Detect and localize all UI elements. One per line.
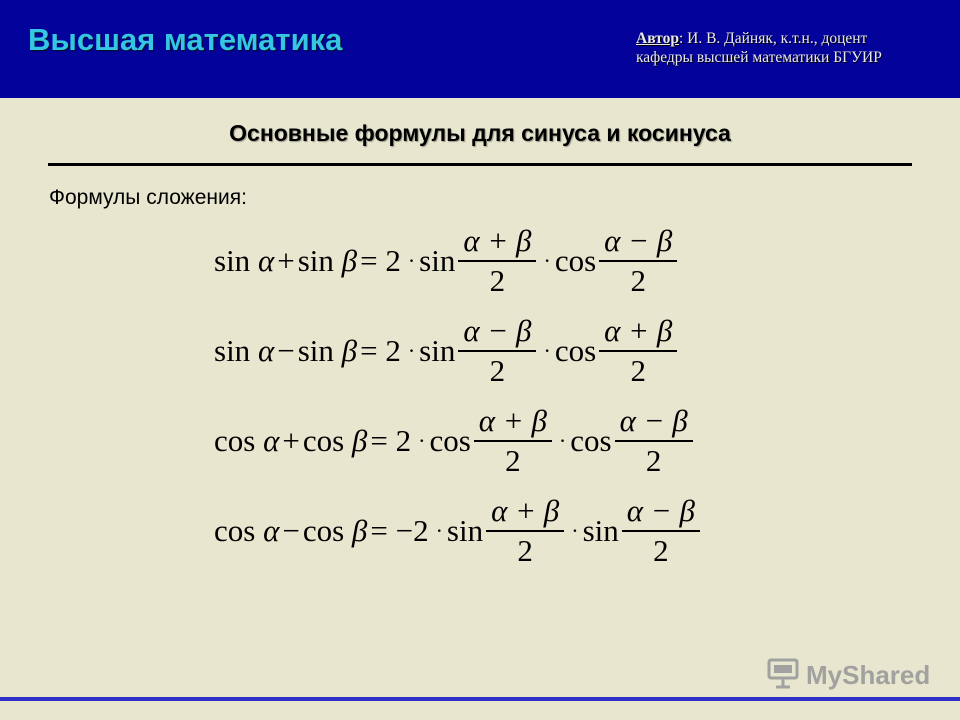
denominator: 2 <box>505 443 521 478</box>
denominator: 2 <box>489 353 506 388</box>
denominator: 2 <box>653 533 669 568</box>
multiply-dot: · <box>407 248 416 273</box>
author-line-2: кафедры высшей математики БГУИР <box>636 49 882 66</box>
function-name: sin <box>297 333 334 368</box>
function-name: sin <box>446 513 484 548</box>
fraction <box>622 492 700 570</box>
function-name: sin <box>214 243 251 278</box>
function-name: cos <box>554 333 597 368</box>
header-bar <box>0 0 960 98</box>
denominator: 2 <box>517 533 533 568</box>
variable-beta: β <box>341 333 358 368</box>
function-name: sin <box>582 513 619 548</box>
multiply-dot: · <box>543 338 551 363</box>
numerator: α − β <box>463 313 532 348</box>
denominator: 2 <box>630 263 646 298</box>
numerator: α − β <box>626 493 695 528</box>
formula-row <box>214 492 703 570</box>
multiply-dot: · <box>418 428 426 453</box>
bottom-divider <box>0 697 960 701</box>
function-name: cos <box>570 423 612 458</box>
operator: − <box>282 513 300 548</box>
operator: − <box>277 333 295 368</box>
course-title: Высшая математика <box>28 22 343 57</box>
function-name: cos <box>429 423 471 458</box>
author-label: Автор <box>636 30 679 47</box>
denominator: 2 <box>630 353 646 388</box>
numerator: α + β <box>463 223 532 258</box>
fraction <box>615 402 693 480</box>
formula-row <box>214 222 680 300</box>
function-name: sin <box>297 243 334 278</box>
fraction <box>486 492 564 570</box>
title-divider <box>48 163 912 166</box>
projector-screen-icon <box>766 656 800 695</box>
denominator: 2 <box>489 263 506 298</box>
function-name: cos <box>554 243 597 278</box>
function-name: sin <box>419 243 456 278</box>
formula-row <box>214 402 696 480</box>
numerator: α − β <box>619 403 688 438</box>
variable-beta: β <box>351 513 368 548</box>
fraction <box>599 312 677 390</box>
numerator: α + β <box>604 313 673 348</box>
author-details: : И. В. Дайняк, к.т.н., доцент <box>678 30 868 47</box>
myshared-watermark <box>766 656 930 695</box>
operator: + <box>282 423 300 458</box>
watermark-text: MyShared <box>806 660 931 690</box>
denominator: 2 <box>645 443 662 478</box>
variable-beta: β <box>341 243 358 278</box>
fraction <box>599 222 677 300</box>
equals-coefficient: = 2 <box>370 423 412 458</box>
slide-title: Основные формулы для синуса и косинуса <box>229 120 731 146</box>
fraction <box>458 222 536 300</box>
variable-alpha: α <box>263 513 280 548</box>
multiply-dot: · <box>543 248 551 273</box>
formula-row <box>214 312 680 390</box>
function-name: cos <box>302 423 345 458</box>
author-info <box>636 29 882 67</box>
fraction <box>458 312 536 390</box>
fraction <box>474 402 552 480</box>
multiply-dot: · <box>558 428 567 453</box>
variable-beta: β <box>351 423 368 458</box>
numerator: α + β <box>478 403 547 438</box>
function-name: cos <box>214 513 256 548</box>
function-name: cos <box>302 513 345 548</box>
multiply-dot: · <box>571 518 579 543</box>
multiply-dot: · <box>435 518 443 543</box>
variable-alpha: α <box>257 333 275 368</box>
operator: + <box>277 243 295 278</box>
author-line-1 <box>636 29 882 48</box>
function-name: sin <box>419 333 456 368</box>
function-name: cos <box>214 423 256 458</box>
multiply-dot: · <box>407 338 416 363</box>
function-name: sin <box>214 333 251 368</box>
equals-coefficient: = 2 <box>360 243 401 278</box>
variable-alpha: α <box>257 243 275 278</box>
numerator: α + β <box>491 493 560 528</box>
variable-alpha: α <box>263 423 280 458</box>
equals-coefficient: = 2 <box>360 333 401 368</box>
section-label: Формулы сложения: <box>49 186 247 209</box>
numerator: α − β <box>604 223 673 258</box>
equals-coefficient: = −2 <box>370 513 429 548</box>
